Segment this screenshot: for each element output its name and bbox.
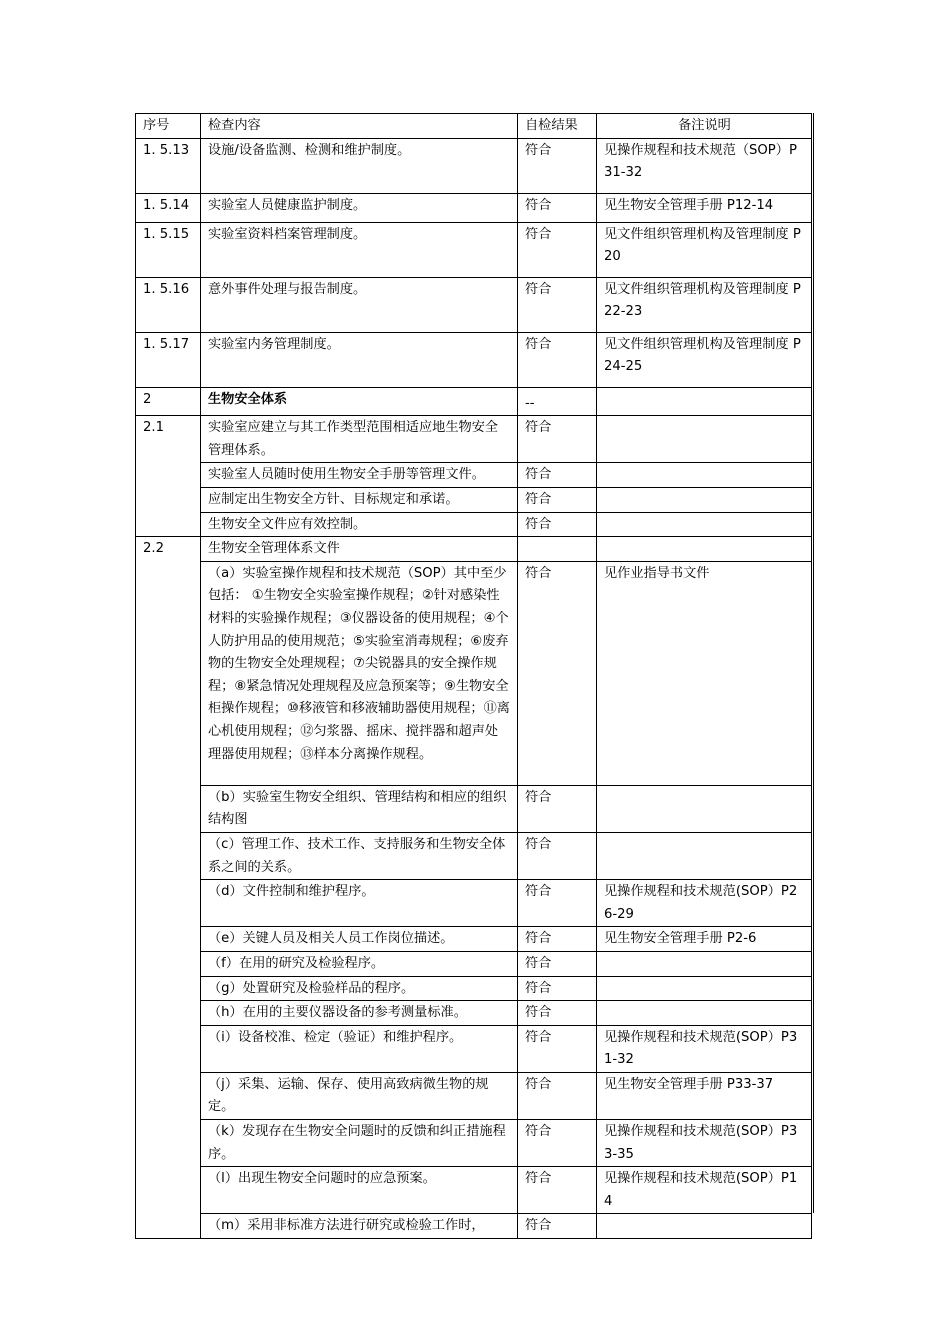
cell-content: （h）在用的主要仪器设备的参考测量标准。 [201,1001,518,1026]
cell-result: 符合 [518,193,597,222]
cell-result: 符合 [518,927,597,952]
table-row [136,880,812,927]
cell-note: 见作业指导书文件 [597,561,812,785]
cell-note: 见生物安全管理手册 P12-14 [597,193,812,222]
cell-content: （d）文件控制和维护程序。 [201,880,518,927]
cell-content: 生物安全管理体系文件 [201,537,518,562]
table-row [136,416,812,463]
cell-result: 符合 [518,1001,597,1026]
table-row [136,332,812,387]
cell-note: 见文件组织管理机构及管理制度 P24-25 [597,332,812,387]
cell-content: 实验室人员随时使用生物安全手册等管理文件。 [201,463,518,488]
cell-no: 2 [136,387,201,416]
cell-no: 2.1 [136,416,201,537]
table-row [136,512,812,537]
table-row [136,832,812,879]
cell-result: 符合 [518,512,597,537]
cell-content: 设施/设备监测、检测和维护制度。 [201,138,518,193]
cell-result: 符合 [518,1214,597,1239]
table-row [136,537,812,562]
table-row [136,1167,812,1214]
cell-result: 符合 [518,785,597,832]
cell-note [597,1001,812,1026]
cell-note: 见操作规程和技术规范(SOP）P33-35 [597,1120,812,1167]
cell-result: 符合 [518,951,597,976]
section-row [136,387,812,416]
cell-note [597,487,812,512]
table-row [136,138,812,193]
cell-result: 符合 [518,416,597,463]
table-row [136,1072,812,1119]
cell-result [518,537,597,562]
header-no: 序号 [136,114,201,139]
cell-note [597,387,812,416]
cell-result: 符合 [518,1120,597,1167]
cell-content: （m）采用非标准方法进行研究或检验工作时， [201,1214,518,1239]
cell-content: 意外事件处理与报告制度。 [201,277,518,332]
table-right-double-border [813,113,814,1213]
cell-no: 1. 5.15 [136,222,201,277]
cell-content: 生物安全文件应有效控制。 [201,512,518,537]
cell-result: 符合 [518,561,597,785]
cell-note [597,976,812,1001]
cell-result: 符合 [518,222,597,277]
table-row [136,785,812,832]
header-result: 自检结果 [518,114,597,139]
cell-result: 符合 [518,138,597,193]
cell-note [597,951,812,976]
cell-content: （k）发现存在生物安全问题时的反馈和纠正措施程序。 [201,1120,518,1167]
table-row [136,976,812,1001]
cell-content: （f）在用的研究及检验程序。 [201,951,518,976]
table-row [136,1214,812,1239]
cell-result: 符合 [518,277,597,332]
cell-result: 符合 [518,463,597,488]
cell-note: 见文件组织管理机构及管理制度 P22-23 [597,277,812,332]
table-row [136,222,812,277]
section-title: 生物安全体系 [201,387,518,416]
table-row [136,561,812,785]
table-header-row [136,114,812,139]
cell-content: （g）处置研究及检验样品的程序。 [201,976,518,1001]
cell-content: （i）设备校准、检定（验证）和维护程序。 [201,1025,518,1072]
cell-result: 符合 [518,976,597,1001]
cell-note [597,1214,812,1239]
table-row [136,193,812,222]
table-row [136,1025,812,1072]
cell-result: 符合 [518,1025,597,1072]
cell-note [597,537,812,562]
cell-no: 1. 5.14 [136,193,201,222]
cell-content: 实验室内务管理制度。 [201,332,518,387]
cell-no: 1. 5.13 [136,138,201,193]
cell-content: （c）管理工作、技术工作、支持服务和生物安全体系之间的关系。 [201,832,518,879]
cell-content: （j）采集、运输、保存、使用高致病微生物的规定。 [201,1072,518,1119]
cell-note: 见操作规程和技术规范(SOP）P31-32 [597,1025,812,1072]
cell-content: （a）实验室操作规程和技术规范（SOP）其中至少包括： ①生物安全实验室操作规程；②针对感染性材料的实验操作规程；③仪器设备的使用规程；④个人防护用品的使用规范；⑤实验室消毒规程；⑥废弃物的生物安全处理规程；⑦尖锐器具的安全操作规程；⑧紧急情况处理规程及应急预案等；⑨生物安全柜操作规程；⑩移液管和移液辅助器使用规程；⑪离心机使用规程；⑫匀浆器、摇床、搅拌器和超声处理器使用规程；⑬样本分离操作规程。 [201,561,518,785]
cell-content: （l）出现生物安全问题时的应急预案。 [201,1167,518,1214]
table-row [136,1001,812,1026]
cell-note: 见操作规程和技术规范(SOP）P26-29 [597,880,812,927]
checklist-table [135,113,812,1239]
cell-note: 见操作规程和技术规范（SOP）P31-32 [597,138,812,193]
cell-note: 见生物安全管理手册 P33-37 [597,1072,812,1119]
cell-note [597,416,812,463]
table-row [136,487,812,512]
header-note: 备注说明 [597,114,812,139]
cell-note [597,463,812,488]
header-content: 检查内容 [201,114,518,139]
cell-no: 2.2 [136,537,201,1239]
cell-note: 见文件组织管理机构及管理制度 P20 [597,222,812,277]
cell-content: （e）关键人员及相关人员工作岗位描述。 [201,927,518,952]
cell-no: 1. 5.17 [136,332,201,387]
table-row [136,1120,812,1167]
cell-result: 符合 [518,832,597,879]
table-row [136,463,812,488]
cell-result: 符合 [518,880,597,927]
table-row [136,927,812,952]
cell-note [597,785,812,832]
cell-result: 符合 [518,487,597,512]
cell-result: -- [518,387,597,416]
inspection-checklist [135,113,813,1239]
cell-content: 实验室应建立与其工作类型范围相适应地生物安全管理体系。 [201,416,518,463]
cell-note [597,512,812,537]
cell-content: 实验室资料档案管理制度。 [201,222,518,277]
cell-content: 实验室人员健康监护制度。 [201,193,518,222]
cell-note: 见生物安全管理手册 P2-6 [597,927,812,952]
table-row [136,951,812,976]
cell-note [597,832,812,879]
cell-result: 符合 [518,1072,597,1119]
cell-content: 应制定出生物安全方针、目标规定和承诺。 [201,487,518,512]
cell-result: 符合 [518,332,597,387]
cell-note: 见操作规程和技术规范(SOP）P14 [597,1167,812,1214]
table-row [136,277,812,332]
cell-no: 1. 5.16 [136,277,201,332]
cell-result: 符合 [518,1167,597,1214]
cell-content: （b）实验室生物安全组织、管理结构和相应的组织结构图 [201,785,518,832]
